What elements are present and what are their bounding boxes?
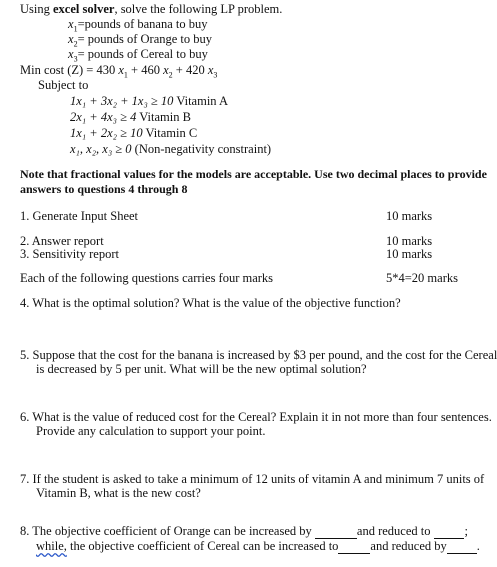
blank-orange-increase[interactable] — [315, 524, 357, 539]
question-7-line-2: Vitamin B, what is the new cost? — [36, 486, 201, 500]
note-line-2: answers to questions 4 through 8 — [20, 182, 188, 196]
question-8-line-2 — [36, 539, 480, 554]
constraint-vitamin-c — [70, 126, 197, 140]
var-subscript: 3 — [73, 54, 78, 64]
var-desc: = pounds of Orange to buy — [77, 32, 213, 46]
item-1-label: 1. Generate Input Sheet — [20, 209, 139, 223]
constraint-vitamin-a — [70, 94, 228, 108]
q8-text-d: the objective coefficient of Cereal can be increased to — [66, 539, 339, 553]
item-3-label: 3. Sensitivity report — [20, 247, 119, 261]
constraint-lhs: x₁, x₂, x₃ ≥ 0 — [70, 142, 132, 156]
item-2-marks: 10 marks — [386, 234, 433, 248]
var-symbol: x — [68, 32, 74, 46]
blank-cereal-increase[interactable] — [338, 539, 370, 554]
item-1-marks: 10 marks — [386, 209, 433, 223]
blank-orange-reduce[interactable] — [434, 524, 464, 539]
q8-text-a: 8. The objective coefficient of Orange can be increased by — [20, 524, 315, 538]
question-5-line-2: is decreased by 5 per unit. What will be the new optimal solution? — [36, 362, 367, 376]
constraint-lhs: 1x₁ + 2x₂ ≥ 10 — [70, 126, 143, 140]
q8-text-e: and reduced by — [370, 539, 447, 553]
var-subscript: 2 — [73, 39, 78, 49]
intro-bold: excel solver — [53, 2, 115, 16]
constraint-rhs: Vitamin C — [142, 126, 198, 140]
subject-to-label: Subject to — [38, 78, 89, 92]
objective-term-3: + 420 — [172, 63, 208, 77]
question-4: 4. What is the optimal solution? What is the value of the objective function? — [20, 296, 401, 310]
constraint-lhs: 2x₁ + 4x₃ ≥ 4 — [70, 110, 137, 124]
blank-cereal-reduce[interactable] — [447, 539, 477, 554]
objective-term-2: + 460 — [127, 63, 164, 77]
item-3-marks: 10 marks — [386, 247, 433, 261]
constraint-vitamin-b — [70, 110, 191, 124]
constraint-rhs: Vitamin B — [136, 110, 191, 124]
intro-line — [20, 2, 282, 16]
objective-label: Min cost (Z) = 430 — [20, 63, 119, 77]
each-question-label: Each of the following questions carries four marks — [20, 271, 274, 285]
intro-pre: Using — [20, 2, 53, 16]
var-symbol: x — [68, 47, 74, 61]
question-8-line-1 — [20, 524, 468, 539]
note-line-1: Note that fractional values for the models are acceptable. Use two decimal places to provide — [20, 167, 487, 181]
variable-x3 — [68, 47, 208, 64]
each-question-marks: 5*4=20 marks — [386, 271, 458, 285]
item-2-label: 2. Answer report — [20, 234, 104, 248]
objective-function: Min cost (Z) = 430 $x_1 + 460$ $x_2 + 420$ $x_3$ — [20, 63, 218, 80]
var-subscript: 1 — [73, 24, 78, 34]
question-7-line-1: 7. If the student is asked to take a minimum of 12 units of vitamin A and minimum 7 units of — [20, 472, 485, 486]
var-desc: =pounds of banana to buy — [77, 17, 208, 31]
question-6-line-2: Provide any calculation to support your point. — [36, 424, 266, 438]
var-symbol: x — [68, 17, 74, 31]
q8-text-b: and reduced to — [356, 524, 431, 538]
constraint-non-negativity — [70, 142, 271, 156]
constraint-lhs: 1x₁ + 3x₂ + 1x₃ ≥ 10 — [70, 94, 174, 108]
constraint-rhs: Vitamin A — [173, 94, 228, 108]
var-desc: = pounds of Cereal to buy — [77, 47, 208, 61]
q8-while-word: while, — [36, 539, 67, 553]
intro-post: , solve the following LP problem. — [114, 2, 283, 16]
q8-text-c: ; — [464, 524, 468, 538]
constraint-rhs: (Non-negativity constraint) — [131, 142, 272, 156]
question-6-line-1: 6. What is the value of reduced cost for the Cereal? Explain it in not more than four sentences. — [20, 410, 492, 424]
q8-text-f: . — [476, 539, 480, 553]
question-5-line-1: 5. Suppose that the cost for the banana is increased by $3 per pound, and the cost for the Cereal — [20, 348, 497, 362]
